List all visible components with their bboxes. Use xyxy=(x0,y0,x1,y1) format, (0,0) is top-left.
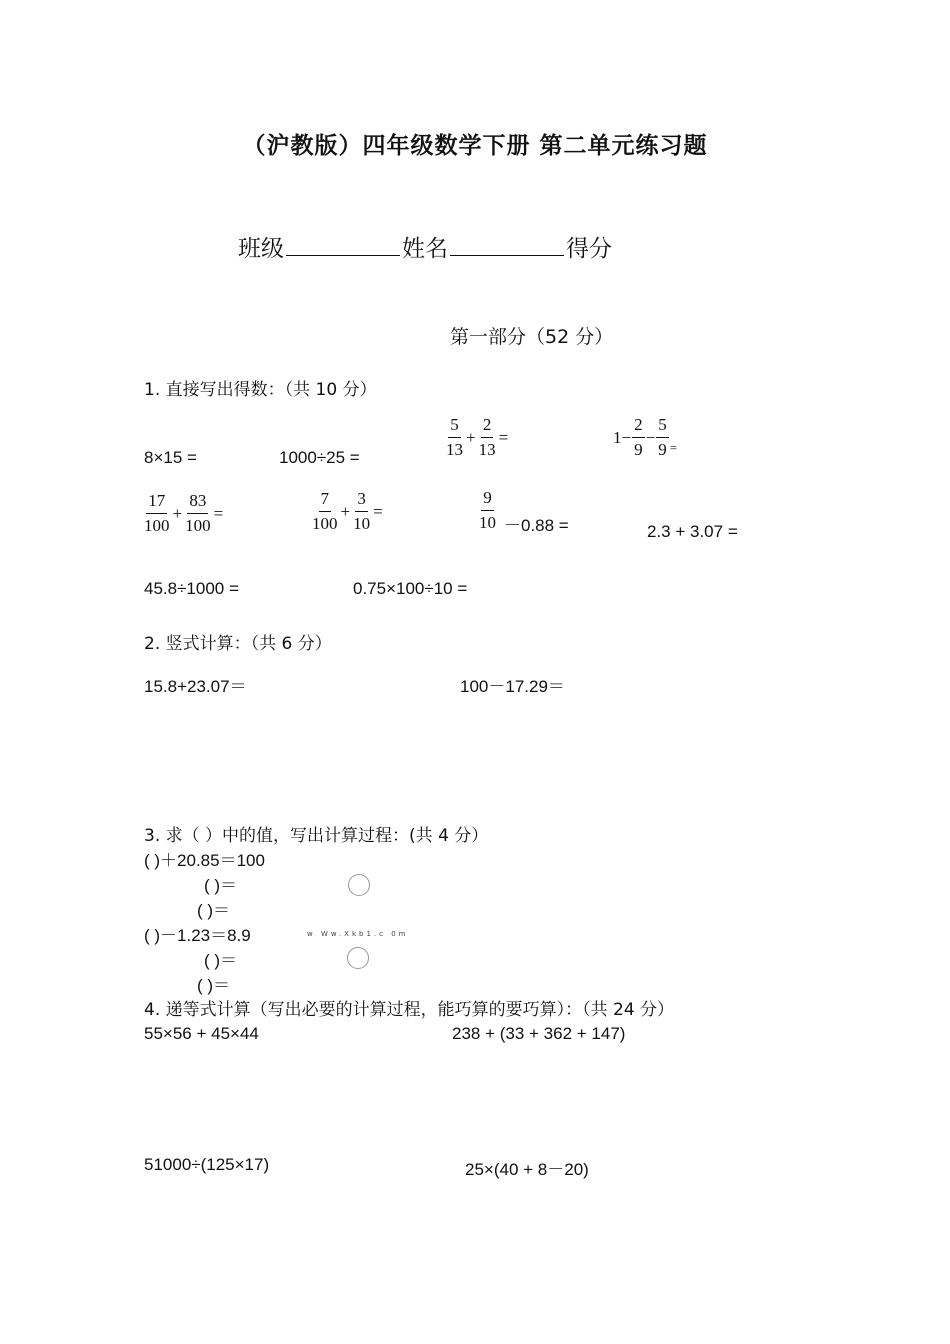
q4-heading: 4. 递等式计算（写出必要的计算过程，能巧算的要巧算）：（共 24 分） xyxy=(144,1000,675,1020)
q4-expr-4: 25×(40 + 8－20) xyxy=(465,1160,589,1179)
fraction: $\frac{5}{9}$ xyxy=(658,415,667,460)
q1-expr-1: 8×15 = xyxy=(144,448,197,467)
q4-expr-2: 238 + (33 + 362 + 147) xyxy=(452,1024,626,1043)
fraction: $\frac{5}{13}$ xyxy=(446,415,463,460)
q1-expr-7: $\frac{9}{10}$ －0.88 = xyxy=(479,488,569,536)
q3-heading: 3. 求（ ）中的值，写出计算过程：(共 4 分） xyxy=(144,826,489,846)
fraction: $\frac{3}{10}$ xyxy=(353,489,371,534)
fraction: $\frac{2}{13}$ xyxy=(478,415,496,460)
q1-expr-8: 2.3 + 3.07 = xyxy=(647,522,738,541)
q2-heading: 2. 竖式计算：（共 6 分） xyxy=(144,634,332,654)
q3-line-5: ( )＝ xyxy=(204,951,238,970)
q4-expr-1: 55×56 + 45×44 xyxy=(144,1024,259,1043)
fraction: $\frac{7}{100}$ xyxy=(312,489,338,534)
fraction: $\frac{17}{100}$ xyxy=(144,491,170,536)
part-one-heading: 第一部分（52 分） xyxy=(450,326,614,348)
class-label: 班级 xyxy=(238,236,284,262)
page-title: （沪教版）四年级数学下册 第二单元练习题 xyxy=(242,133,708,159)
name-blank[interactable] xyxy=(450,233,564,256)
q1-heading: 1. 直接写出得数：（共 10 分） xyxy=(144,380,377,400)
q2-expr-2: 100－17.29＝ xyxy=(460,677,565,696)
q2-expr-1: 15.8+23.07＝ xyxy=(144,677,247,696)
q3-line-2: ( )＝ xyxy=(204,876,238,895)
q1-expr-10: 0.75×100÷10 = xyxy=(353,579,468,598)
q1-expr-2: 1000÷25 = xyxy=(279,448,360,467)
q3-line-4: ( )－1.23＝8.9 xyxy=(144,926,251,945)
circle-mark xyxy=(347,947,369,969)
score-label: 得分 xyxy=(566,236,612,262)
q1-expr-9: 45.8÷1000 = xyxy=(144,579,239,598)
fraction: $\frac{2}{9}$ xyxy=(634,415,643,460)
class-blank[interactable] xyxy=(286,233,400,256)
q1-expr-6: $\frac{7}{100}$ + $\frac{3}{10}$ = xyxy=(312,489,383,534)
fraction: $\frac{9}{10}$ xyxy=(479,488,496,533)
q3-line-1: ( )＋20.85＝100 xyxy=(144,851,265,870)
q1-expr-5: $\frac{17}{100}$ + $\frac{83}{100}$ = xyxy=(144,491,224,536)
q4-expr-3: 51000÷(125×17) xyxy=(144,1155,270,1174)
fraction: $\frac{83}{100}$ xyxy=(185,491,211,536)
name-label: 姓名 xyxy=(402,236,448,262)
circle-mark xyxy=(348,874,370,896)
student-info-line xyxy=(238,230,612,263)
q1-expr-3: $\frac{5}{13}$ + $\frac{2}{13}$ = xyxy=(446,415,509,460)
watermark: w Ww.Xkb1.c 0m xyxy=(307,930,409,938)
q3-line-3: ( )＝ xyxy=(197,901,231,920)
q3-line-6: ( )＝ xyxy=(197,976,231,995)
q1-expr-4: 1− $\frac{2}{9}$ − $\frac{5}{9}$ $_=$ xyxy=(613,415,678,460)
